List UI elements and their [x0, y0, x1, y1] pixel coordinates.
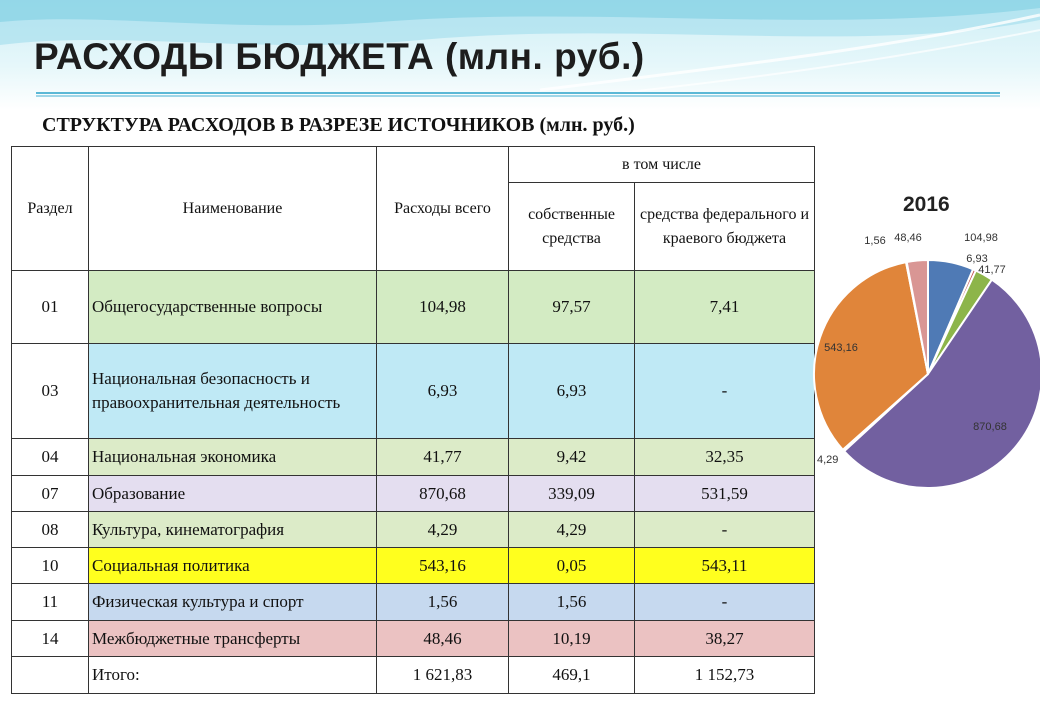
pie-data-label: 870,68	[973, 421, 1007, 433]
total-federal: 1 152,73	[635, 657, 815, 694]
header-including: в том числе	[509, 147, 815, 183]
row-own: 339,09	[509, 476, 635, 512]
header-own: собственные средства	[509, 183, 635, 271]
row-name: Физическая культура и спорт	[89, 584, 377, 621]
total-row	[12, 657, 815, 694]
row-name: Национальная безопасность и правоохранительная деятельность	[89, 344, 377, 439]
pie-data-label: 41,77	[978, 264, 1006, 276]
row-code: 01	[12, 271, 89, 344]
table-row	[12, 271, 815, 344]
header-section: Раздел	[12, 147, 89, 271]
row-federal: -	[635, 584, 815, 621]
row-name: Общегосударственные вопросы	[89, 271, 377, 344]
row-federal: 7,41	[635, 271, 815, 344]
row-total: 41,77	[377, 439, 509, 476]
row-name: Межбюджетные трансферты	[89, 621, 377, 657]
row-total: 1,56	[377, 584, 509, 621]
row-own: 97,57	[509, 271, 635, 344]
title-divider	[36, 92, 1000, 94]
table-row	[12, 344, 815, 439]
table-row	[12, 584, 815, 621]
table-row	[12, 621, 815, 657]
row-code: 11	[12, 584, 89, 621]
table-subtitle: СТРУКТУРА РАСХОДОВ В РАЗРЕЗЕ ИСТОЧНИКОВ (млн. руб.)	[42, 114, 635, 136]
pie-chart	[805, 185, 1040, 505]
row-federal: 38,27	[635, 621, 815, 657]
row-total: 870,68	[377, 476, 509, 512]
row-own: 4,29	[509, 512, 635, 548]
row-code: 04	[12, 439, 89, 476]
row-federal: -	[635, 344, 815, 439]
header-total: Расходы всего	[377, 147, 509, 271]
row-total: 4,29	[377, 512, 509, 548]
row-code: 14	[12, 621, 89, 657]
pie-data-label: 104,98	[964, 232, 998, 244]
total-own: 469,1	[509, 657, 635, 694]
table-row	[12, 439, 815, 476]
row-federal: 543,11	[635, 548, 815, 584]
row-total: 543,16	[377, 548, 509, 584]
total-sum: 1 621,83	[377, 657, 509, 694]
row-own: 1,56	[509, 584, 635, 621]
table-row	[12, 512, 815, 548]
pie-data-label: 4,29	[817, 454, 839, 466]
row-code: 08	[12, 512, 89, 548]
row-code: 03	[12, 344, 89, 439]
table-row	[12, 476, 815, 512]
row-total: 48,46	[377, 621, 509, 657]
row-own: 6,93	[509, 344, 635, 439]
row-federal: 32,35	[635, 439, 815, 476]
row-own: 9,42	[509, 439, 635, 476]
page-title: РАСХОДЫ БЮДЖЕТА (млн. руб.)	[34, 36, 645, 77]
pie-data-label: 543,16	[824, 342, 858, 354]
row-name: Национальная экономика	[89, 439, 377, 476]
pie-data-label: 48,46	[894, 232, 922, 244]
pie-data-label: 6,93	[966, 253, 988, 265]
table-row	[12, 548, 815, 584]
row-federal: -	[635, 512, 815, 548]
pie-chart-svg	[805, 185, 1040, 505]
chart-title: 2016	[903, 193, 950, 216]
header-name: Наименование	[89, 147, 377, 271]
row-federal: 531,59	[635, 476, 815, 512]
row-total: 6,93	[377, 344, 509, 439]
pie-data-label: 1,56	[864, 235, 886, 247]
row-total: 104,98	[377, 271, 509, 344]
total-code	[12, 657, 89, 694]
row-name: Социальная политика	[89, 548, 377, 584]
header-federal: средства федерального и краевого бюджета	[635, 183, 815, 271]
row-name: Культура, кинематография	[89, 512, 377, 548]
row-name: Образование	[89, 476, 377, 512]
total-label: Итого:	[89, 657, 377, 694]
row-own: 0,05	[509, 548, 635, 584]
budget-table	[11, 146, 815, 694]
row-own: 10,19	[509, 621, 635, 657]
row-code: 10	[12, 548, 89, 584]
row-code: 07	[12, 476, 89, 512]
